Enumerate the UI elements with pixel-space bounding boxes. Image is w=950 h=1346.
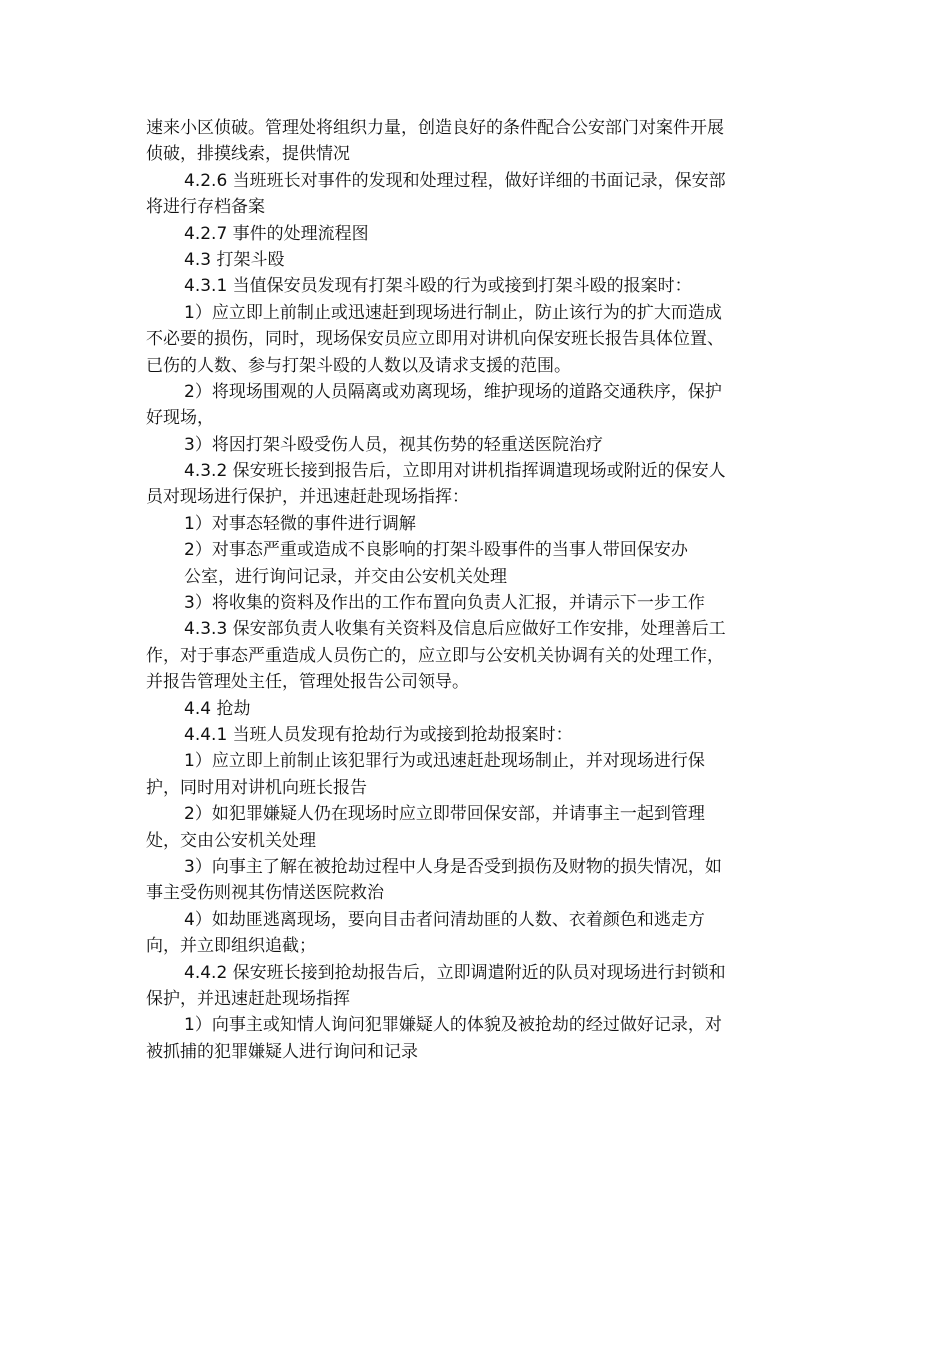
document-line: 被抓捕的犯罪嫌疑人进行询问和记录: [146, 1041, 418, 1062]
document-line: 并报告管理处主任，管理处报告公司领导。: [146, 672, 469, 693]
document-line: 侦破，排摸线索，提供情况: [146, 144, 350, 165]
document-line: 4.3 打架斗殴: [184, 249, 285, 270]
document-line: 2）对事态严重或造成不良影响的打架斗殴事件的当事人带回保安办: [184, 540, 688, 561]
document-line: 护，同时用对讲机向班长报告: [146, 777, 367, 798]
document-line: 处，交由公安机关处理: [146, 830, 316, 851]
document-line: 作，对于事态严重造成人员伤亡的，应立即与公安机关协调有关的处理工作，: [146, 645, 724, 666]
document-line: 3）将收集的资料及作出的工作布置向负责人汇报，并请示下一步工作: [184, 593, 705, 614]
document-line: 已伤的人数、参与打架斗殴的人数以及请求支援的范围。: [146, 355, 571, 376]
document-line: 公室，进行询问记录，并交由公安机关处理: [184, 566, 507, 587]
document-line: 4.3.2 保安班长接到报告后，立即用对讲机指挥调遣现场或附近的保安人: [184, 461, 726, 482]
document-line: 速来小区侦破。管理处将组织力量，创造良好的条件配合公安部门对案件开展: [146, 118, 724, 138]
document-line: 2）将现场围观的人员隔离或劝离现场，维护现场的道路交通秩序，保护: [184, 381, 722, 402]
document-line: 4.2.6 当班班长对事件的发现和处理过程，做好详细的书面记录，保安部: [184, 170, 726, 191]
document-line: 3）将因打架斗殴受伤人员，视其伤势的轻重送医院治疗: [184, 434, 603, 455]
document-body: [146, 115, 806, 1065]
document-line: 4.3.3 保安部负责人收集有关资料及信息后应做好工作安排，处理善后工: [184, 619, 726, 640]
document-line: 4）如劫匪逃离现场，要向目击者问清劫匪的人数、衣着颜色和逃走方: [184, 909, 705, 930]
document-line: 1）应立即上前制止或迅速赶到现场进行制止，防止该行为的扩大而造成: [184, 302, 722, 323]
document-line: 4.3.1 当值保安员发现有打架斗殴的行为或接到打架斗殴的报案时：: [184, 276, 692, 297]
document-line: 1）对事态轻微的事件进行调解: [184, 513, 416, 534]
document-line: 1）向事主或知情人询问犯罪嫌疑人的体貌及被抢劫的经过做好记录，对: [184, 1015, 722, 1036]
document-line: 不必要的损伤，同时，现场保安员应立即用对讲机向保安班长报告具体位置、: [146, 329, 724, 350]
document-line: 4.4.2 保安班长接到抢劫报告后，立即调遣附近的队员对现场进行封锁和: [184, 962, 726, 983]
document-line: 保护，并迅速赶赴现场指挥: [146, 988, 350, 1009]
document-line: 员对现场进行保护，并迅速赶赴现场指挥：: [146, 487, 469, 508]
document-line: 4.4 抢劫: [184, 698, 251, 719]
document-line: 2）如犯罪嫌疑人仍在现场时应立即带回保安部，并请事主一起到管理: [184, 804, 705, 825]
document-line: 3）向事主了解在被抢劫过程中人身是否受到损伤及财物的损失情况，如: [184, 856, 722, 877]
document-line: 4.4.1 当班人员发现有抢劫行为或接到抢劫报案时：: [184, 724, 573, 745]
document-line: 好现场，: [146, 408, 214, 429]
document-line: 将进行存档备案: [146, 197, 265, 218]
document-line: 事主受伤则视其伤情送医院救治: [146, 883, 384, 904]
document-line: 4.2.7 事件的处理流程图: [184, 223, 369, 244]
document-line: 向，并立即组织追截；: [146, 936, 316, 957]
document-line: 1）应立即上前制止该犯罪行为或迅速赶赴现场制止，并对现场进行保: [184, 751, 705, 772]
